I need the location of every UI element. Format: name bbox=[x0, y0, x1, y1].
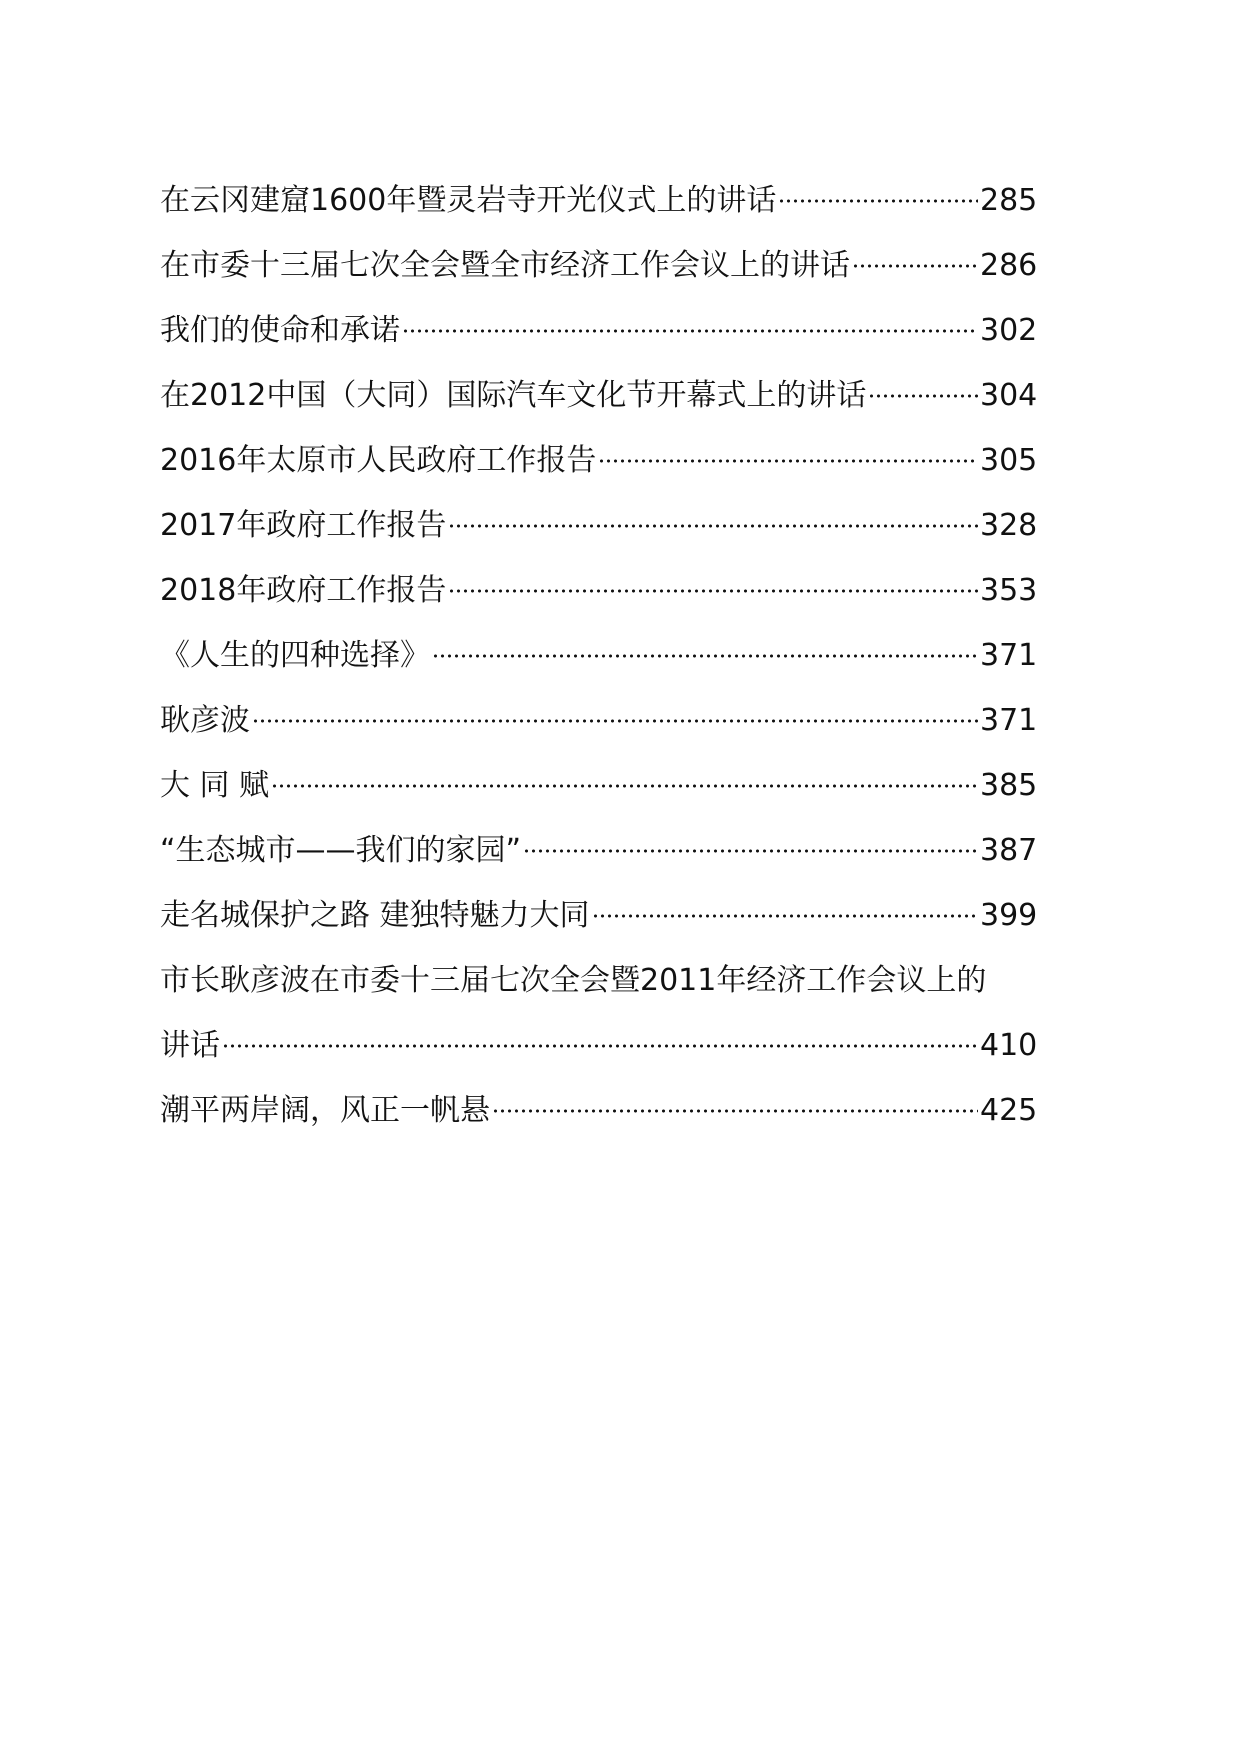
toc-entry-title: “生态城市——我们的家园” bbox=[160, 833, 522, 868]
toc-entry[interactable] bbox=[160, 753, 1038, 818]
toc-entry-title: 耿彦波 bbox=[160, 703, 250, 738]
toc-entry-title: 大 同 赋 bbox=[160, 768, 270, 803]
dot-leader bbox=[492, 1109, 978, 1113]
toc-entry-page: 410 bbox=[980, 1028, 1038, 1063]
toc-entry[interactable] bbox=[160, 688, 1038, 753]
dot-leader bbox=[778, 199, 978, 203]
dot-leader bbox=[271, 784, 978, 788]
toc-entry-page: 385 bbox=[980, 768, 1038, 803]
dot-leader bbox=[448, 589, 978, 593]
table-of-contents bbox=[160, 168, 1038, 1143]
toc-entry-title: 2017年政府工作报告 bbox=[160, 508, 447, 543]
toc-entry-title: 2016年太原市人民政府工作报告 bbox=[160, 443, 597, 478]
toc-entry-page: 371 bbox=[980, 703, 1038, 738]
toc-entry-page: 285 bbox=[980, 183, 1038, 218]
dot-leader bbox=[402, 329, 978, 333]
toc-entry[interactable] bbox=[160, 168, 1038, 233]
toc-entry[interactable] bbox=[160, 363, 1038, 428]
toc-entry-title: 在2012中国（大同）国际汽车文化节开幕式上的讲话 bbox=[160, 378, 867, 413]
toc-entry-page: 425 bbox=[980, 1093, 1038, 1128]
toc-entry-wrapped-line1[interactable] bbox=[160, 948, 1032, 1013]
toc-entry-title: 在市委十三届七次全会暨全市经济工作会议上的讲话 bbox=[160, 248, 850, 283]
toc-entry-title: 潮平两岸阔，风正一帆悬 bbox=[160, 1093, 490, 1128]
dot-leader bbox=[252, 719, 978, 723]
toc-entry-title: 讲话 bbox=[160, 1028, 220, 1063]
toc-entry-title: 在云冈建窟1600年暨灵岩寺开光仪式上的讲话 bbox=[160, 183, 777, 218]
toc-entry-page: 328 bbox=[980, 508, 1038, 543]
toc-entry-page: 371 bbox=[980, 638, 1038, 673]
toc-entry-title: 《人生的四种选择》 bbox=[160, 638, 430, 673]
toc-entry-page: 304 bbox=[980, 378, 1038, 413]
toc-entry[interactable] bbox=[160, 233, 1038, 298]
toc-entry-page: 305 bbox=[980, 443, 1038, 478]
dot-leader bbox=[852, 264, 978, 268]
toc-entry[interactable] bbox=[160, 818, 1038, 883]
toc-entry[interactable] bbox=[160, 298, 1038, 363]
toc-entry-page: 286 bbox=[980, 248, 1038, 283]
toc-entry[interactable] bbox=[160, 883, 1038, 948]
toc-entry-title: 市长耿彦波在市委十三届七次全会暨2011年经济工作会议上的 bbox=[160, 963, 987, 998]
toc-entry[interactable] bbox=[160, 623, 1038, 688]
dot-leader bbox=[432, 654, 978, 658]
toc-entry[interactable] bbox=[160, 1078, 1038, 1143]
toc-entry-title: 我们的使命和承诺 bbox=[160, 313, 400, 348]
toc-entry[interactable] bbox=[160, 558, 1038, 623]
dot-leader bbox=[523, 849, 978, 853]
toc-entry-title: 走名城保护之路 建独特魅力大同 bbox=[160, 898, 590, 933]
dot-leader bbox=[868, 394, 978, 398]
toc-entry[interactable] bbox=[160, 493, 1038, 558]
toc-entry-page: 302 bbox=[980, 313, 1038, 348]
dot-leader bbox=[448, 524, 978, 528]
toc-entry-page: 399 bbox=[980, 898, 1038, 933]
dot-leader bbox=[598, 459, 978, 463]
toc-entry-page: 387 bbox=[980, 833, 1038, 868]
toc-entry-page: 353 bbox=[980, 573, 1038, 608]
dot-leader bbox=[222, 1044, 978, 1048]
toc-entry-title: 2018年政府工作报告 bbox=[160, 573, 447, 608]
toc-entry-wrapped-line2[interactable] bbox=[160, 1013, 1038, 1078]
dot-leader bbox=[592, 914, 978, 918]
toc-entry[interactable] bbox=[160, 428, 1038, 493]
